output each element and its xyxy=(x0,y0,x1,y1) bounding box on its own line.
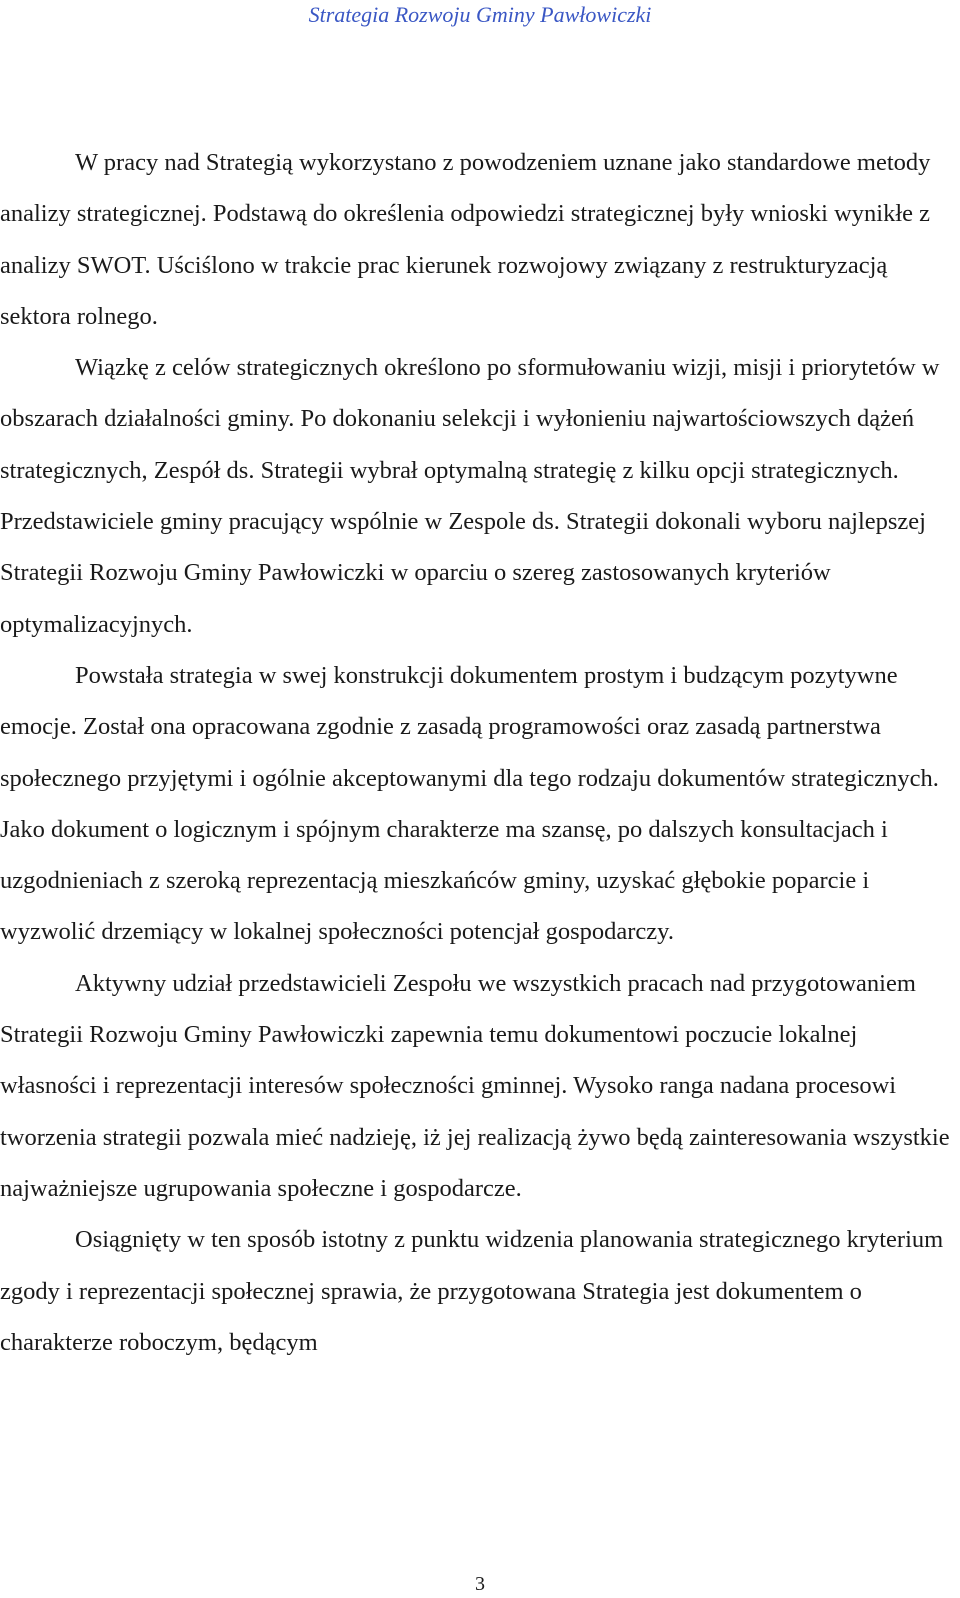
paragraph-2: Wiązkę z celów strategicznych określono po sformułowaniu wizji, misji i priorytetów w obszarach działalności gminy. Po dokonaniu selekcji i wyłonieniu najwartościowszych dążeń strategicznych, Zespół ds. Strategii wybrał optymalną strategię z kilku opcji strategicznych. Przedstawiciele gminy pracujący wspólnie w Zespole ds. Strategii dokonali wyboru najlepszej Strategii Rozwoju Gminy Pawłowiczki w oparciu o szereg zastosowanych kryteriów optymalizacyjnych. xyxy=(0,354,940,638)
paragraph-3: Powstała strategia w swej konstrukcji dokumentem prostym i budzącym pozytywne emocje. Został ona opracowana zgodnie z zasadą programowości oraz zasadą partnerstwa społecznego przyjętymi i ogólnie akceptowanymi dla tego rodzaju dokumentów strategicznych. Jako dokument o logicznym i spójnym charakterze ma szansę, po dalszych konsultacjach i uzgodnieniach z szeroką reprezentacją mieszkańców gminy, uzyskać głębokie poparcie i wyzwolić drzemiący w lokalnej społeczności potencjał gospodarczy. xyxy=(0,661,939,946)
document-body xyxy=(0,137,950,1368)
page-number: 3 xyxy=(475,1573,485,1595)
paragraph-1: W pracy nad Strategią wykorzystano z powodzeniem uznane jako standardowe metody analizy strategicznej. Podstawą do określenia odpowiedzi strategicznej były wnioski wynikłe z analizy SWOT. Uściślono w trakcie prac kierunek rozwojowy związany z restrukturyzacją sektora rolnego. xyxy=(0,149,931,330)
paragraph-4: Aktywny udział przedstawicieli Zespołu we wszystkich pracach nad przygotowaniem Strategii Rozwoju Gminy Pawłowiczki zapewnia temu dokumentowi poczucie lokalnej własności i reprezentacji interesów społeczności gminnej. Wysoko ranga nadana procesowi tworzenia strategii pozwala mieć nadzieję, iż jej realizacją żywo będą zainteresowania wszystkie najważniejsze ugrupowania społeczne i gospodarcze. xyxy=(0,969,950,1202)
document-header: Strategia Rozwoju Gminy Pawłowiczki xyxy=(308,2,652,27)
paragraph-5: Osiągnięty w ten sposób istotny z punktu widzenia planowania strategicznego kryterium zgody i reprezentacji społecznej sprawia, że przygotowana Strategia jest dokumentem o charakterze roboczym, będącym xyxy=(0,1226,944,1356)
